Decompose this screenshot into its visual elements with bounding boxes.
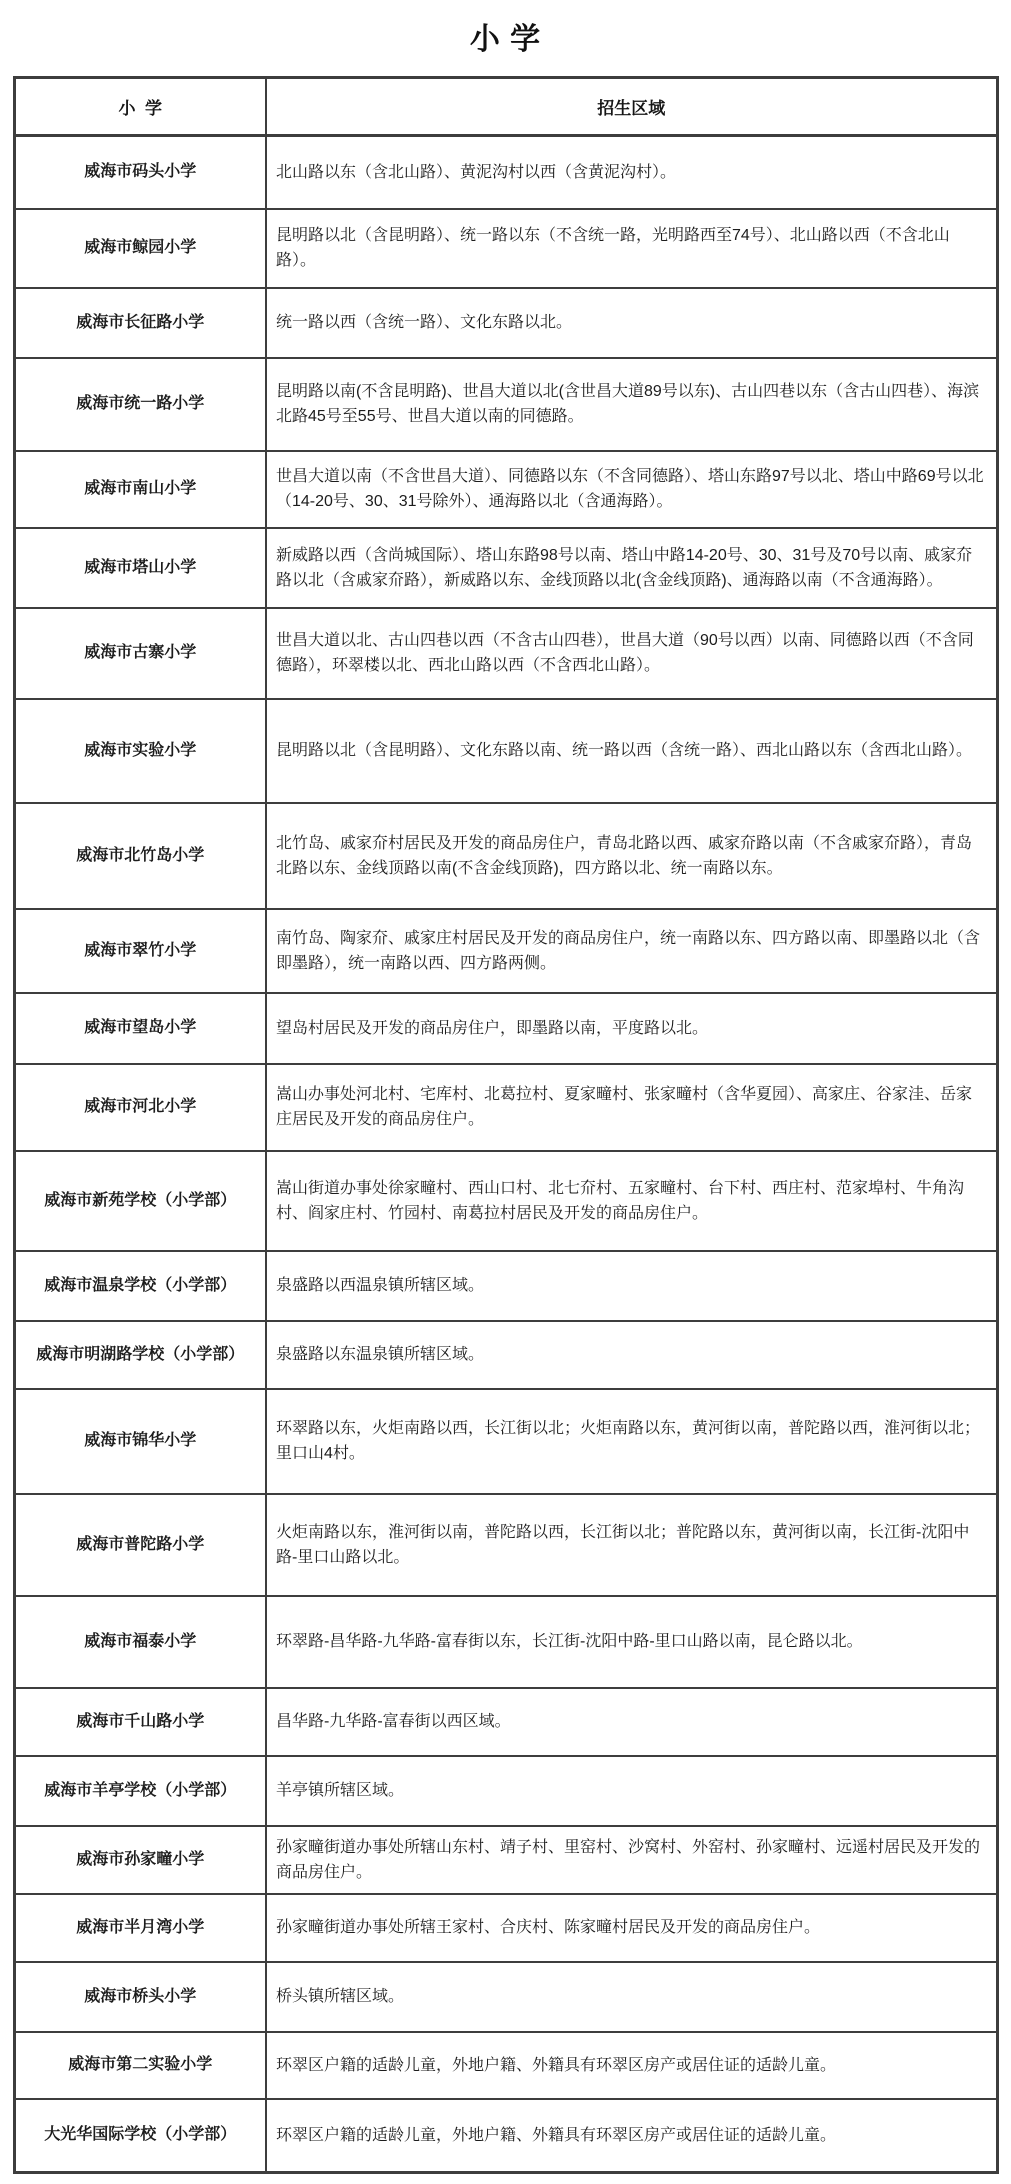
table-body bbox=[14, 136, 997, 2173]
district-cell: 嵩山街道办事处徐家疃村、西山口村、北七夼村、五家疃村、台下村、西庄村、范家埠村、牛角沟村、阎家庄村、竹园村、南葛拉村居民及开发的商品房住户。 bbox=[266, 1151, 997, 1251]
table-row bbox=[14, 2099, 997, 2173]
table-row bbox=[14, 803, 997, 909]
school-name-cell: 威海市塔山小学 bbox=[14, 528, 266, 608]
district-cell: 羊亭镇所辖区域。 bbox=[266, 1756, 997, 1826]
district-cell: 昆明路以北（含昆明路）、文化东路以南、统一路以西（含统一路）、西北山路以东（含西北山路）。 bbox=[266, 699, 997, 803]
table-row bbox=[14, 909, 997, 993]
school-name-cell: 威海市明湖路学校（小学部） bbox=[14, 1321, 266, 1389]
school-name-cell: 威海市北竹岛小学 bbox=[14, 803, 266, 909]
school-name-cell: 威海市码头小学 bbox=[14, 136, 266, 209]
table-row bbox=[14, 2032, 997, 2099]
table-row bbox=[14, 358, 997, 451]
table-row bbox=[14, 1151, 997, 1251]
district-cell: 昌华路-九华路-富春街以西区域。 bbox=[266, 1688, 997, 1756]
district-cell: 环翠路以东，火炬南路以西，长江街以北；火炬南路以东，黄河街以南，普陀路以西，淮河街以北；里口山4村。 bbox=[266, 1389, 997, 1494]
table-row bbox=[14, 608, 997, 699]
table-row bbox=[14, 1756, 997, 1826]
district-cell: 南竹岛、陶家夼、戚家庄村居民及开发的商品房住户，统一南路以东、四方路以南、即墨路以北（含即墨路），统一南路以西、四方路两侧。 bbox=[266, 909, 997, 993]
table-row bbox=[14, 136, 997, 209]
school-name-cell: 威海市长征路小学 bbox=[14, 288, 266, 358]
school-name-cell: 威海市温泉学校（小学部） bbox=[14, 1251, 266, 1321]
district-cell: 新威路以西（含尚城国际）、塔山东路98号以南、塔山中路14-20号、30、31号及70号以南、戚家夼路以北（含戚家夼路），新威路以东、金线顶路以北(含金线顶路)、通海路以南（不含通海路）。 bbox=[266, 528, 997, 608]
page-title: 小 学 bbox=[469, 23, 542, 56]
table-row bbox=[14, 993, 997, 1064]
table-row bbox=[14, 451, 997, 528]
table-header bbox=[14, 78, 997, 136]
school-name-cell: 威海市半月湾小学 bbox=[14, 1894, 266, 1962]
table-row bbox=[14, 528, 997, 608]
district-cell: 火炬南路以东，淮河街以南，普陀路以西，长江街以北；普陀路以东，黄河街以南，长江街-沈阳中路-里口山路以北。 bbox=[266, 1494, 997, 1596]
school-name-cell: 威海市普陀路小学 bbox=[14, 1494, 266, 1596]
school-name-cell: 威海市翠竹小学 bbox=[14, 909, 266, 993]
school-name-cell: 威海市羊亭学校（小学部） bbox=[14, 1756, 266, 1826]
column-header-school: 小 学 bbox=[14, 78, 266, 136]
district-cell: 望岛村居民及开发的商品房住户，即墨路以南，平度路以北。 bbox=[266, 993, 997, 1064]
school-name-cell: 威海市福泰小学 bbox=[14, 1596, 266, 1688]
table-row bbox=[14, 1688, 997, 1756]
school-name-cell: 威海市鲸园小学 bbox=[14, 209, 266, 288]
table-row bbox=[14, 1321, 997, 1389]
district-cell: 环翠区户籍的适龄儿童，外地户籍、外籍具有环翠区房产或居住证的适龄儿童。 bbox=[266, 2032, 997, 2099]
school-name-cell: 威海市南山小学 bbox=[14, 451, 266, 528]
district-cell: 统一路以西（含统一路）、文化东路以北。 bbox=[266, 288, 997, 358]
school-name-cell: 威海市望岛小学 bbox=[14, 993, 266, 1064]
school-name-cell: 威海市第二实验小学 bbox=[14, 2032, 266, 2099]
table-row bbox=[14, 1064, 997, 1151]
district-cell: 北竹岛、戚家夼村居民及开发的商品房住户，青岛北路以西、戚家夼路以南（不含戚家夼路），青岛北路以东、金线顶路以南(不含金线顶路)，四方路以北、统一南路以东。 bbox=[266, 803, 997, 909]
district-cell: 泉盛路以西温泉镇所辖区域。 bbox=[266, 1251, 997, 1321]
district-cell: 昆明路以北（含昆明路）、统一路以东（不含统一路，光明路西至74号）、北山路以西（不含北山路）。 bbox=[266, 209, 997, 288]
district-cell: 世昌大道以南（不含世昌大道）、同德路以东（不含同德路）、塔山东路97号以北、塔山中路69号以北（14-20号、30、31号除外）、通海路以北（含通海路）。 bbox=[266, 451, 997, 528]
school-name-cell: 威海市孙家疃小学 bbox=[14, 1826, 266, 1894]
table-row bbox=[14, 1251, 997, 1321]
district-cell: 北山路以东（含北山路）、黄泥沟村以西（含黄泥沟村）。 bbox=[266, 136, 997, 209]
header-row bbox=[14, 78, 997, 136]
school-name-cell: 威海市实验小学 bbox=[14, 699, 266, 803]
district-cell: 环翠路-昌华路-九华路-富春街以东，长江街-沈阳中路-里口山路以南，昆仑路以北。 bbox=[266, 1596, 997, 1688]
school-name-cell: 威海市新苑学校（小学部） bbox=[14, 1151, 266, 1251]
table-row bbox=[14, 1962, 997, 2032]
district-cell: 孙家疃街道办事处所辖山东村、靖子村、里窑村、沙窝村、外窑村、孙家疃村、远遥村居民及开发的商品房住户。 bbox=[266, 1826, 997, 1894]
table-row bbox=[14, 1826, 997, 1894]
enrollment-table bbox=[13, 76, 999, 2174]
school-name-cell: 威海市锦华小学 bbox=[14, 1389, 266, 1494]
table-row bbox=[14, 1389, 997, 1494]
district-cell: 桥头镇所辖区域。 bbox=[266, 1962, 997, 2032]
district-cell: 孙家疃街道办事处所辖王家村、合庆村、陈家疃村居民及开发的商品房住户。 bbox=[266, 1894, 997, 1962]
table-row bbox=[14, 1494, 997, 1596]
table-row bbox=[14, 1894, 997, 1962]
school-name-cell: 威海市古寨小学 bbox=[14, 608, 266, 699]
table-row bbox=[14, 1596, 997, 1688]
table-row bbox=[14, 209, 997, 288]
table-row bbox=[14, 288, 997, 358]
column-header-district: 招生区域 bbox=[266, 78, 997, 136]
district-cell: 世昌大道以北、古山四巷以西（不含古山四巷），世昌大道（90号以西）以南、同德路以西（不含同德路），环翠楼以北、西北山路以西（不含西北山路）。 bbox=[266, 608, 997, 699]
district-cell: 昆明路以南(不含昆明路)、世昌大道以北(含世昌大道89号以东)、古山四巷以东（含古山四巷）、海滨北路45号至55号、世昌大道以南的同德路。 bbox=[266, 358, 997, 451]
table-row bbox=[14, 699, 997, 803]
district-cell: 环翠区户籍的适龄儿童，外地户籍、外籍具有环翠区房产或居住证的适龄儿童。 bbox=[266, 2099, 997, 2173]
school-name-cell: 大光华国际学校（小学部） bbox=[14, 2099, 266, 2173]
district-cell: 泉盛路以东温泉镇所辖区域。 bbox=[266, 1321, 997, 1389]
school-name-cell: 威海市千山路小学 bbox=[14, 1688, 266, 1756]
school-name-cell: 威海市统一路小学 bbox=[14, 358, 266, 451]
school-name-cell: 威海市桥头小学 bbox=[14, 1962, 266, 2032]
school-name-cell: 威海市河北小学 bbox=[14, 1064, 266, 1151]
district-cell: 嵩山办事处河北村、宅库村、北葛拉村、夏家疃村、张家疃村（含华夏园）、高家庄、谷家洼、岳家庄居民及开发的商品房住户。 bbox=[266, 1064, 997, 1151]
